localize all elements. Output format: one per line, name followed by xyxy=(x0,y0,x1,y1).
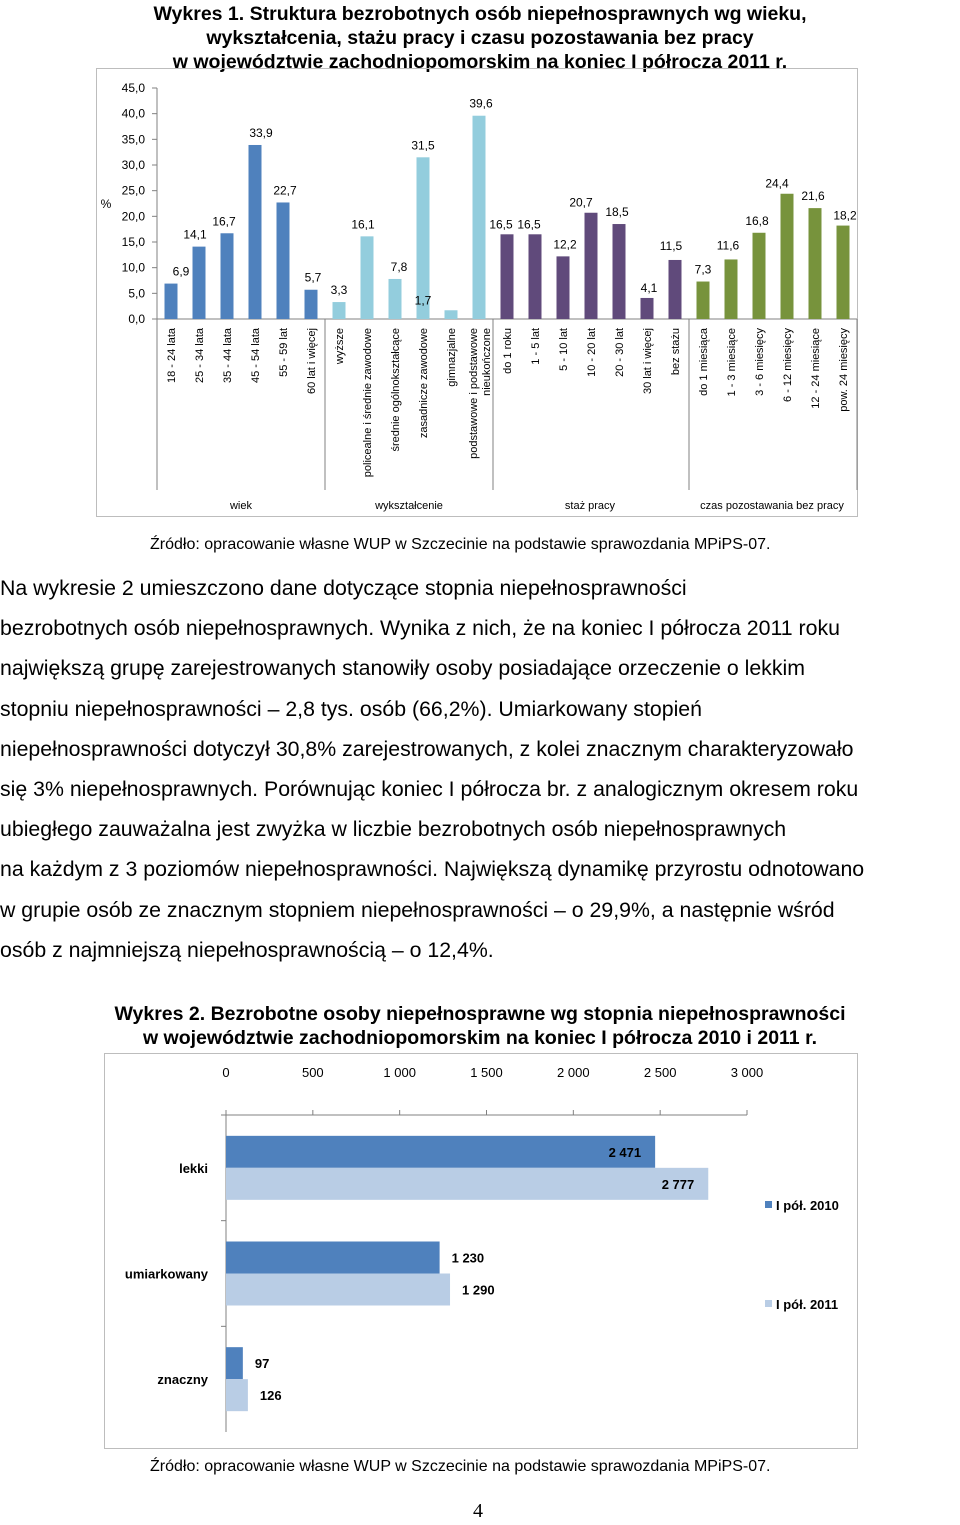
chart1-y-tick-label: 45,0 xyxy=(121,81,145,95)
chart2-category-label: lekki xyxy=(179,1160,208,1176)
chart1-category-label: 35 - 44 lata xyxy=(222,328,234,384)
chart1-data-label: 11,6 xyxy=(716,238,740,253)
chart1-category-label: do 1 roku xyxy=(502,328,514,374)
chart1-category-label: pow. 24 miesięcy xyxy=(838,328,850,412)
chart1-category-label: gimnazjalne xyxy=(446,328,458,387)
chart1-data-label: 7,8 xyxy=(390,259,408,274)
chart1-data-label: 16,8 xyxy=(745,213,769,228)
chart1-data-label: 33,9 xyxy=(249,125,273,140)
chart1-y-tick-label: 30,0 xyxy=(121,158,145,172)
chart2-x-tick-label: 1 500 xyxy=(470,1065,503,1080)
chart1-data-label: 31,5 xyxy=(411,138,435,153)
chart2-data-label: 1 230 xyxy=(451,1250,485,1266)
paragraph-line: na każdym z 3 poziomów niepełnosprawności. Największą dynamikę przyrostu odnotowano xyxy=(0,857,865,882)
chart1-category-label: 60 lat i więcej xyxy=(306,328,318,395)
chart1-category-label: średnie ogólnokształcące xyxy=(390,328,402,452)
chart1-category-label: 6 - 12 miesięcy xyxy=(782,328,794,402)
chart1-y-tick-label: 40,0 xyxy=(121,106,145,121)
chart1-y-tick-label: 15,0 xyxy=(121,235,145,249)
chart2-source: Źródło: opracowanie własne WUP w Szczecinie na podstawie sprawozdania MPiPS-07. xyxy=(150,1458,771,1475)
chart1-y-tick-label: 0,0 xyxy=(128,312,145,326)
chart1-data-label: 5,7 xyxy=(304,270,322,285)
chart1-group-label: czas pozostawania bez pracy xyxy=(700,500,844,512)
chart1-data-label: 3,3 xyxy=(330,283,348,298)
chart2-data-label: 2 777 xyxy=(661,1176,695,1192)
chart2-data-label: 97 xyxy=(254,1356,270,1372)
paragraph-line: bezrobotnych osób niepełnosprawnych. Wynika z nich, że na koniec I półrocza 2011 roku xyxy=(0,616,840,641)
chart2-category-label: umiarkowany xyxy=(124,1266,208,1282)
chart2-bar xyxy=(226,1242,440,1274)
chart2-x-tick-label: 1 000 xyxy=(383,1065,416,1080)
chart2-legend-label: I pół. 2011 xyxy=(776,1297,839,1312)
chart1-source: Źródło: opracowanie własne WUP w Szczecinie na podstawie sprawozdania MPiPS-07. xyxy=(150,536,771,553)
chart2-bar xyxy=(226,1274,450,1306)
chart1-title-line: wykształcenia, stażu pracy i czasu pozostawania bez pracy xyxy=(206,27,754,49)
chart1-category-label: 10 - 20 lat xyxy=(586,328,598,377)
chart1-category-label: 55 - 59 lat xyxy=(278,328,290,377)
chart1-data-label: 20,7 xyxy=(569,195,593,210)
chart2-bar xyxy=(226,1379,248,1411)
chart1-category-label: 25 - 34 lata xyxy=(194,328,206,384)
chart1-category-label: 1 - 3 miesiące xyxy=(726,328,738,397)
paragraph-line: stopniu niepełnosprawności – 2,8 tys. osób (66,2%). Umiarkowany stopień xyxy=(0,696,702,721)
chart2-bar xyxy=(226,1168,708,1200)
chart2-x-tick-label: 3 000 xyxy=(730,1065,764,1080)
chart2-data-label: 1 290 xyxy=(462,1282,495,1298)
paragraph-line: się 3% niepełnosprawnych. Porównując koniec I półrocza br. z analogicznym okresem roku xyxy=(0,777,859,802)
chart1-category-label: policealne i średnie zawodowe xyxy=(362,328,374,478)
chart1-category-label: 12 - 24 miesiące xyxy=(810,328,822,409)
chart1-group-label: wiek xyxy=(229,500,253,512)
chart1-data-label: 16,5 xyxy=(489,217,513,232)
chart2-title-line: w województwie zachodniopomorskim na koniec I półrocza 2010 i 2011 r. xyxy=(142,1027,818,1049)
chart1-category-label: podstawowe i podstawowenieukończone xyxy=(468,328,493,459)
chart1-y-axis-label: % xyxy=(100,197,112,211)
page-number: 4 xyxy=(473,1500,483,1522)
chart1-data-label: 22,7 xyxy=(273,183,297,198)
chart1-category-label: zasadnicze zawodowe xyxy=(418,328,430,439)
chart2-x-tick-label: 2 500 xyxy=(643,1065,677,1080)
chart1-y-tick-label: 25,0 xyxy=(121,183,145,198)
chart2-data-label: 126 xyxy=(259,1388,282,1404)
chart1-category-label: 3 - 6 miesięcy xyxy=(754,328,766,396)
chart1-title-line: Wykres 1. Struktura bezrobotnych osób niepełnosprawnych wg wieku, xyxy=(153,3,807,25)
chart1-data-label: 11,5 xyxy=(659,238,683,253)
chart1-data-label: 16,5 xyxy=(517,217,541,232)
chart1-y-tick-label: 5,0 xyxy=(128,286,145,301)
paragraph-line-last: osób z najmniejszą niepełnosprawnością – o 12,4%. xyxy=(0,937,494,962)
chart1-category-label: bez stażu xyxy=(670,328,682,376)
chart1-data-label: 14,1 xyxy=(183,227,207,242)
chart2-legend-label: I pół. 2010 xyxy=(776,1198,839,1213)
chart1-data-label: 16,7 xyxy=(212,214,236,229)
chart1-category-label: 1 - 5 lat xyxy=(530,328,542,365)
chart1-data-label: 12,2 xyxy=(553,237,577,252)
chart1-category-label: wyższe xyxy=(334,328,346,365)
chart2-x-tick-label: 0 xyxy=(222,1065,230,1080)
chart2-bar xyxy=(226,1347,243,1379)
chart1-data-label: 6,9 xyxy=(172,264,190,279)
chart1-y-tick-label: 10,0 xyxy=(121,260,145,275)
chart1-data-label: 18,2 xyxy=(833,208,857,223)
paragraph-line: Na wykresie 2 umieszczono dane dotyczące stopnia niepełnosprawności xyxy=(0,576,687,600)
chart1-group-label: staż pracy xyxy=(564,500,616,512)
chart1-title-line: w województwie zachodniopomorskim na koniec I półrocza 2011 r. xyxy=(172,51,788,73)
chart1-data-label: 16,1 xyxy=(351,217,375,232)
paragraph-line: ubiegłego zauważalna jest zwyżka w liczbie bezrobotnych osób niepełnosprawnych xyxy=(0,817,787,842)
chart2-title-line: Wykres 2. Bezrobotne osoby niepełnosprawne wg stopnia niepełnosprawności xyxy=(114,1003,846,1025)
chart2-x-tick-label: 2 000 xyxy=(557,1065,590,1080)
chart1-category-label: 18 - 24 lata xyxy=(166,328,178,384)
chart1-category-label: 30 lat i więcej xyxy=(642,328,654,395)
chart1-category-label: 20 - 30 lat xyxy=(614,328,626,377)
chart2-data-label: 2 471 xyxy=(608,1144,642,1160)
chart2-x-tick-label: 500 xyxy=(301,1065,324,1080)
chart2-legend-swatch xyxy=(765,1300,772,1307)
paragraph-line: niepełnosprawności dotyczył 30,8% zarejestrowanych, z kolei znacznym charakteryzowało xyxy=(0,736,854,761)
chart2-legend-swatch xyxy=(765,1201,772,1208)
chart1-data-label: 24,4 xyxy=(765,176,789,191)
chart1-data-label: 21,6 xyxy=(801,189,825,204)
chart1-category-label: 45 - 54 lata xyxy=(250,328,262,384)
chart1-category-label: do 1 miesiąca xyxy=(698,328,710,396)
chart2-category-label: znaczny xyxy=(157,1372,208,1388)
chart1-y-tick-label: 20,0 xyxy=(121,209,145,224)
chart1-data-label: 1,7 xyxy=(414,293,432,308)
paragraph-line: największą grupę zarejestrowanych stanowiły osoby posiadające orzeczenie o lekkim xyxy=(0,656,805,681)
chart1-data-label: 18,5 xyxy=(605,205,629,220)
paragraph-line: w grupie osób ze znacznym stopniem niepełnosprawności – o 29,9%, a następnie wśród xyxy=(0,897,835,922)
chart1-data-label: 7,3 xyxy=(694,262,712,277)
chart1-data-label: 4,1 xyxy=(640,280,658,295)
chart1-category-label: 5 - 10 lat xyxy=(558,328,570,371)
chart1-y-tick-label: 35,0 xyxy=(121,132,145,147)
chart1-data-label: 39,6 xyxy=(469,96,493,111)
chart2-bar xyxy=(226,1136,655,1168)
chart1-group-label: wykształcenie xyxy=(375,500,443,512)
